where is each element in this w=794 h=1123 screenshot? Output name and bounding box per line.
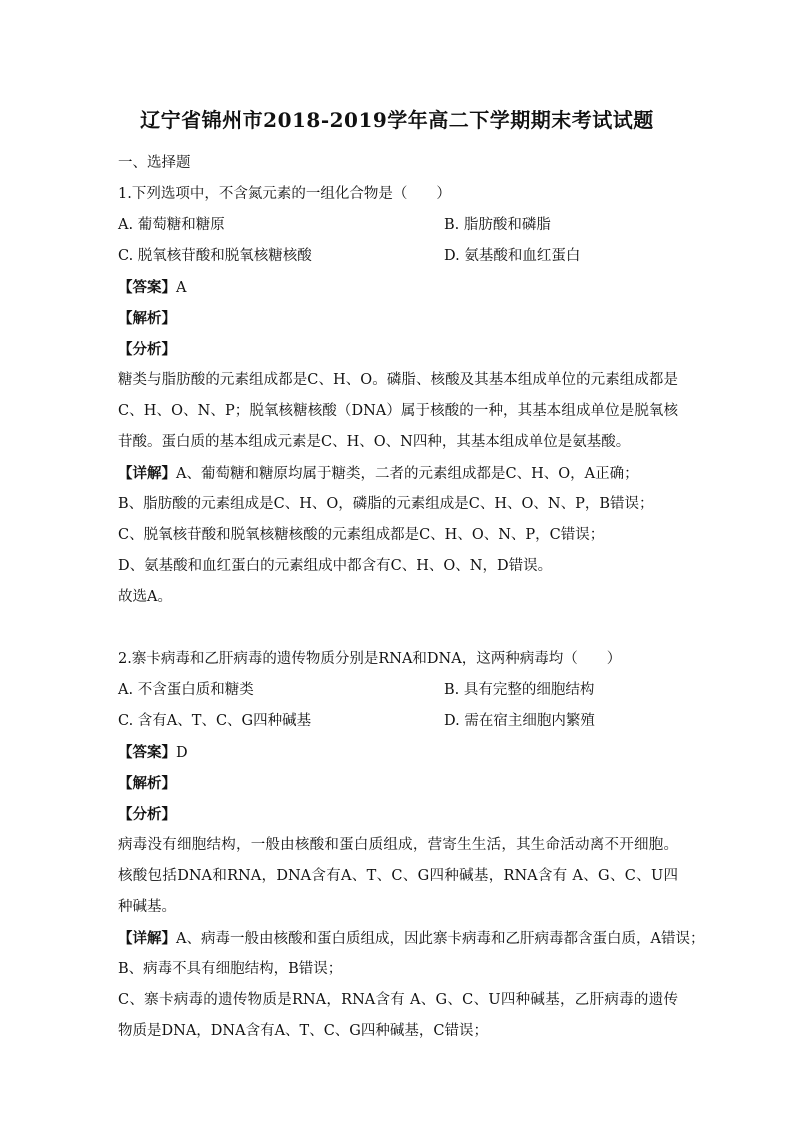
answer-line bbox=[118, 737, 678, 768]
option-a: A. 葡萄糖和糖原 bbox=[118, 217, 225, 233]
fenxi-text: 糖类与脂肪酸的元素组成都是C、H、O。磷脂、核酸及其基本组成单位的元素组成都是C、H、O、N、P；脱氧核糖核酸（DNA）属于核酸的一种，其基本组成单位是脱氧核苷酸。蛋白质的基本组成元素是C、H、O、N四种，其基本组成单位是氨基酸。 bbox=[118, 372, 678, 450]
spacer bbox=[118, 613, 678, 644]
option-c: C. 脱氧核苷酸和脱氧核糖核酸 bbox=[118, 248, 312, 264]
options-row bbox=[118, 675, 678, 706]
detail-line: B、病毒不具有细胞结构，B错误； bbox=[118, 961, 343, 977]
detail-line: D、氨基酸和血红蛋白的元素组成中都含有C、H、O、N，D错误。 bbox=[118, 558, 553, 574]
options-row bbox=[118, 241, 678, 272]
detail-label: 【详解】 bbox=[118, 465, 176, 482]
fenxi-label: 【分析】 bbox=[118, 806, 176, 823]
options-row bbox=[118, 706, 678, 737]
option-d: D. 氨基酸和血红蛋白 bbox=[444, 248, 581, 264]
detail-line: C、脱氧核苷酸和脱氧核糖核酸的元素组成都是C、H、O、N、P，C错误； bbox=[118, 527, 605, 543]
answer-value: D bbox=[176, 745, 188, 761]
question-2 bbox=[118, 644, 705, 1047]
fenxi-label: 【分析】 bbox=[118, 341, 176, 358]
question-stem: 1.下列选项中，不含氮元素的一组化合物是（ ） bbox=[118, 186, 451, 202]
question-stem: 2.寨卡病毒和乙肝病毒的遗传物质分别是RNA和DNA，这两种病毒均（ ） bbox=[118, 651, 622, 667]
option-d: D. 需在宿主细胞内繁殖 bbox=[444, 713, 595, 729]
fenxi-text: 病毒没有细胞结构，一般由核酸和蛋白质组成，营寄生生活，其生命活动离不开细胞。核酸包括DNA和RNA，DNA含有A、T、C、G四种碱基，RNA含有 A、G、C、U四种碱基。 bbox=[118, 837, 678, 915]
option-b: B. 脂肪酸和磷脂 bbox=[444, 217, 551, 233]
answer-line bbox=[118, 272, 678, 303]
detail-text: A、葡萄糖和糖原均属于糖类，二者的元素组成都是C、H、O，A正确； bbox=[176, 466, 639, 482]
detail-text: A、病毒一般由核酸和蛋白质组成，因此寨卡病毒和乙肝病毒都含蛋白质，A错误； bbox=[176, 931, 705, 947]
options-row bbox=[118, 210, 678, 241]
answer-value: A bbox=[176, 280, 187, 296]
option-a: A. 不含蛋白质和糖类 bbox=[118, 682, 254, 698]
document-body bbox=[118, 148, 705, 1047]
answer-label: 【答案】 bbox=[118, 279, 176, 296]
analysis-label: 【解析】 bbox=[118, 775, 176, 792]
detail-line bbox=[118, 923, 705, 954]
answer-label: 【答案】 bbox=[118, 744, 176, 761]
conclusion: 故选A。 bbox=[118, 589, 172, 605]
document-title: 辽宁省锦州市2018-2019学年高二下学期期末考试试题 bbox=[140, 108, 654, 132]
option-c: C. 含有A、T、C、G四种碱基 bbox=[118, 713, 312, 729]
section-heading: 一、选择题 bbox=[118, 155, 191, 171]
option-b: B. 具有完整的细胞结构 bbox=[444, 682, 595, 698]
question-1 bbox=[118, 179, 678, 613]
detail-label: 【详解】 bbox=[118, 930, 176, 947]
detail-line: C、寨卡病毒的遗传物质是RNA，RNA含有 A、G、C、U四种碱基，乙肝病毒的遗传物质是DNA，DNA含有A、T、C、G四种碱基，C错误； bbox=[118, 992, 678, 1039]
detail-line bbox=[118, 458, 678, 489]
analysis-label: 【解析】 bbox=[118, 310, 176, 327]
detail-line: B、脂肪酸的元素组成是C、H、O，磷脂的元素组成是C、H、O、N、P，B错误； bbox=[118, 496, 654, 512]
